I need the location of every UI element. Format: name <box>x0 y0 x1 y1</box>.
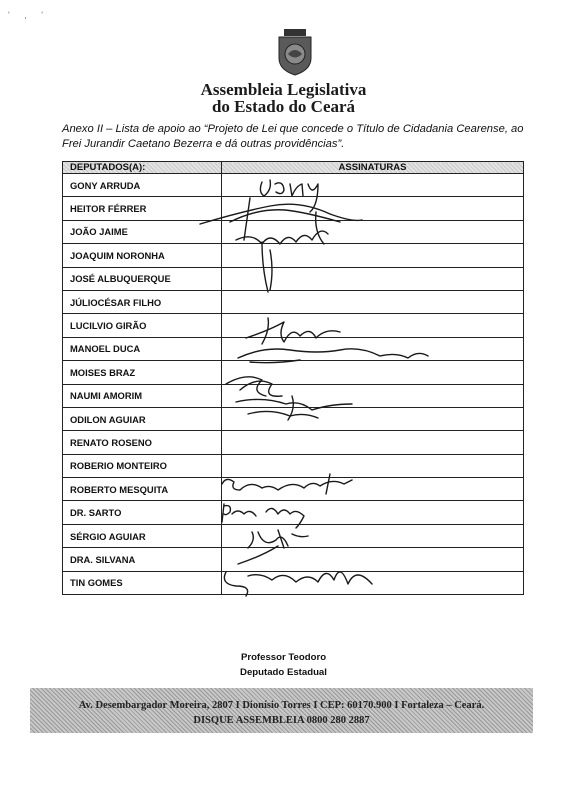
signature-cell <box>222 431 524 454</box>
table-row <box>63 478 524 501</box>
signature-cell <box>222 244 524 267</box>
table-row <box>63 220 524 243</box>
deputy-name: ROBERIO MONTEIRO <box>63 454 222 477</box>
deputy-name: HEITOR FÉRRER <box>63 197 222 220</box>
table-row <box>63 290 524 313</box>
table-row <box>63 431 524 454</box>
signature-cell <box>222 314 524 337</box>
scan-corner-marks: ' , ' <box>8 10 49 20</box>
signature-cell <box>222 407 524 430</box>
table-row <box>63 548 524 571</box>
signature-cell <box>222 337 524 360</box>
signature-cell <box>222 454 524 477</box>
deputy-name: MOISES BRAZ <box>63 361 222 384</box>
signature-cell <box>222 361 524 384</box>
table-row <box>63 197 524 220</box>
deputies-column-header: DEPUTADOS(A): <box>63 162 222 174</box>
deputy-name: MANOEL DUCA <box>63 337 222 360</box>
annex-description: Anexo II – Lista de apoio ao “Projeto de Lei que concede o Título de Cidadania Cearense, ao Frei Jurandir Caetano Bezerra e dá outras providências”. <box>62 123 524 150</box>
deputy-name: ODILON AGUIAR <box>63 407 222 430</box>
deputy-name: DRA. SILVANA <box>63 548 222 571</box>
institution-title: Assembleia Legislativa <box>200 80 367 99</box>
signatory-role: Deputado Estadual <box>240 667 327 678</box>
table-row <box>63 174 524 197</box>
signature-cell <box>222 290 524 313</box>
table-row <box>63 361 524 384</box>
deputy-name: JOSÉ ALBUQUERQUE <box>63 267 222 290</box>
deputy-name: JOAQUIM NORONHA <box>63 244 222 267</box>
deputy-name: GONY ARRUDA <box>63 174 222 197</box>
signature-cell <box>222 220 524 243</box>
deputy-name: TIN GOMES <box>63 571 222 594</box>
table-header-row <box>63 162 524 174</box>
table-row <box>63 337 524 360</box>
signature-cell <box>222 174 524 197</box>
signatory-name: Professor Teodoro <box>240 652 327 663</box>
table-row <box>63 314 524 337</box>
signature-cell <box>222 501 524 524</box>
signature-cell <box>222 524 524 547</box>
table-row <box>63 267 524 290</box>
deputy-name: ROBERTO MESQUITA <box>63 478 222 501</box>
table-row <box>63 244 524 267</box>
footer-address: Av. Desembargador Moreira, 2807 I Dionísio Torres I CEP: 60170.900 I Fortaleza – Ceará. <box>78 700 485 711</box>
signature-cell <box>222 267 524 290</box>
signature-cell <box>222 548 524 571</box>
table-row <box>63 571 524 594</box>
institution-subtitle: do Estado do Ceará <box>211 97 356 116</box>
footer-banner <box>30 688 533 733</box>
signature-cell <box>222 571 524 594</box>
deputy-name: LUCILVIO GIRÃO <box>63 314 222 337</box>
deputy-name: JÚLIOCÉSAR FILHO <box>63 290 222 313</box>
state-seal-icon <box>275 28 315 76</box>
deputy-name: DR. SARTO <box>63 501 222 524</box>
table-row <box>63 384 524 407</box>
deputy-name: SÉRGIO AGUIAR <box>63 524 222 547</box>
signature-cell <box>222 384 524 407</box>
signature-cell <box>222 478 524 501</box>
footer-hotline: DISQUE ASSEMBLEIA 0800 280 2887 <box>193 715 370 726</box>
deputy-name: JOÃO JAIME <box>63 220 222 243</box>
table-row <box>63 454 524 477</box>
deputy-name: RENATO ROSENO <box>63 431 222 454</box>
table-row <box>63 407 524 430</box>
signatures-column-header: ASSINATURAS <box>222 162 524 174</box>
table-row <box>63 524 524 547</box>
deputy-name: NAUMI AMORIM <box>63 384 222 407</box>
table-row <box>63 501 524 524</box>
support-list-table <box>62 161 524 595</box>
signature-cell <box>222 197 524 220</box>
